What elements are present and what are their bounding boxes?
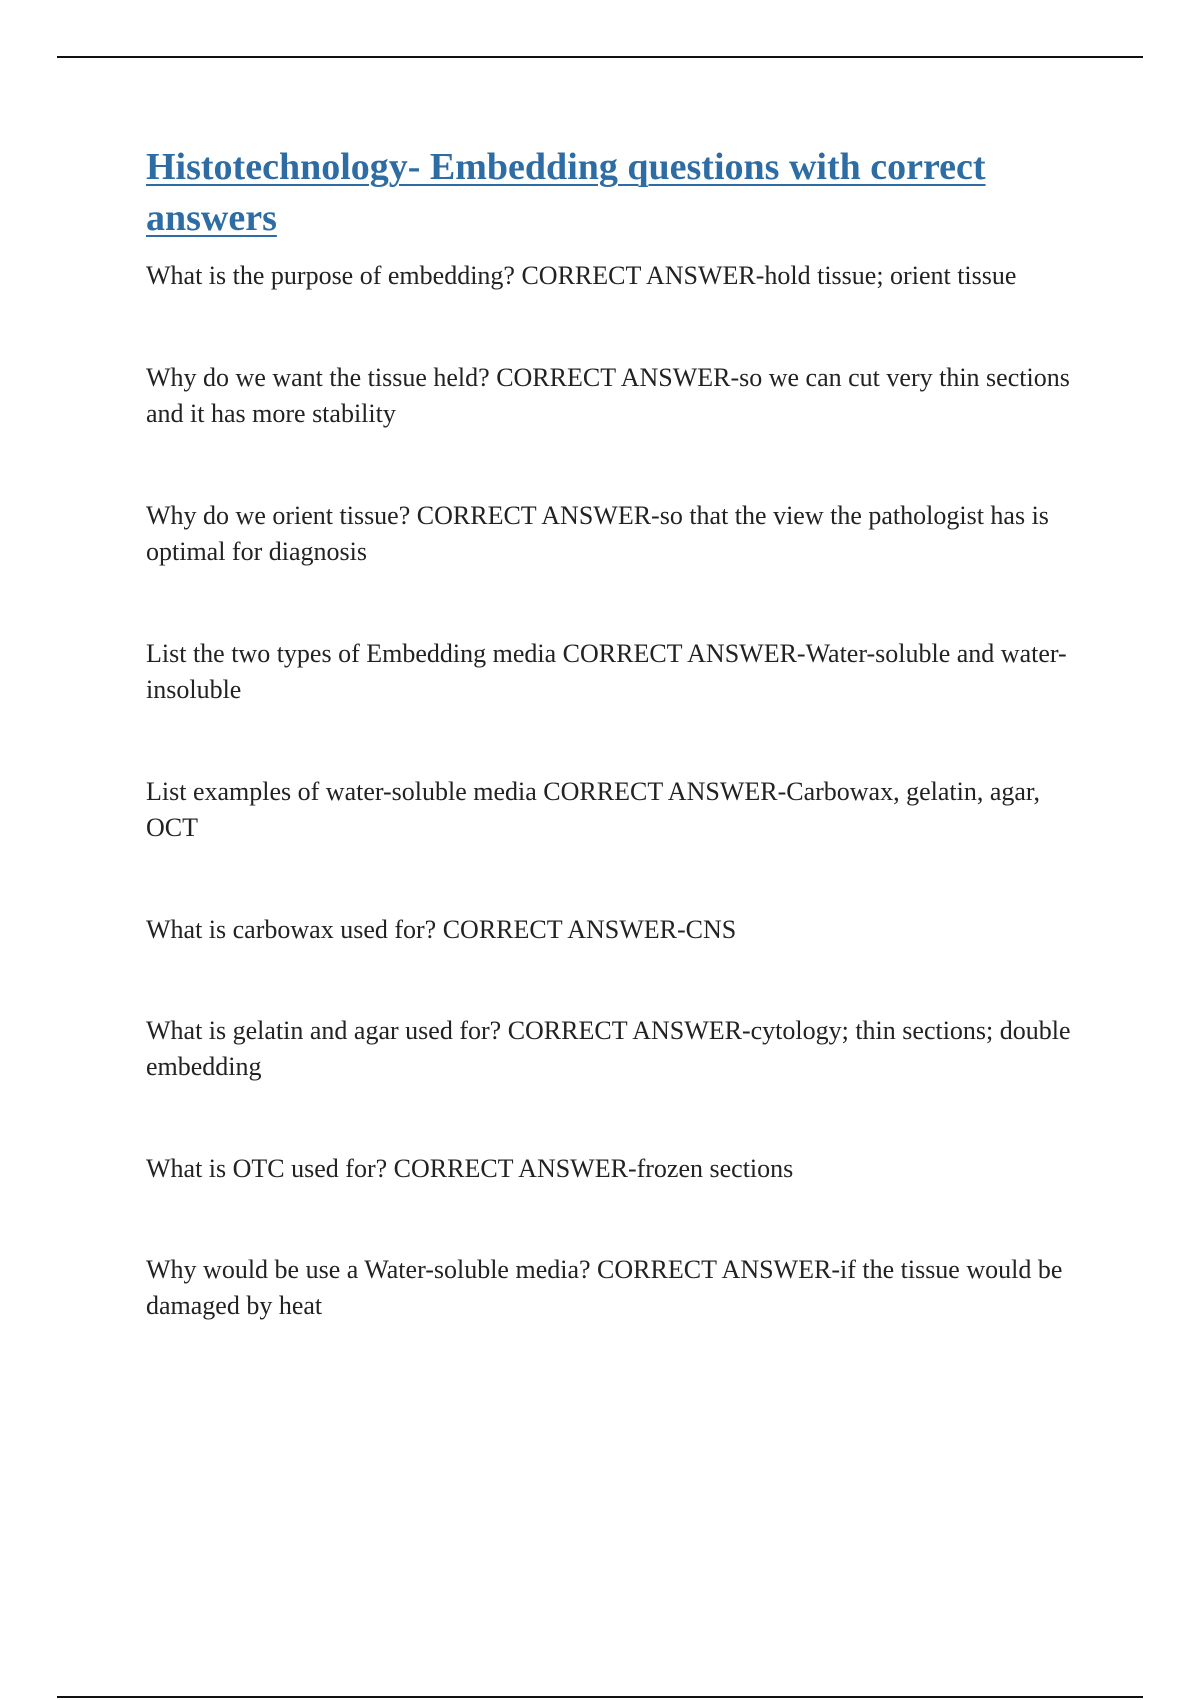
- qa-item: List the two types of Embedding media CORRECT ANSWER-Water-soluble and water-insoluble: [146, 639, 1067, 704]
- footer-rule: [57, 1696, 1143, 1698]
- header-rule: [57, 56, 1143, 58]
- qa-item: List examples of water-soluble media CORRECT ANSWER-Carbowax, gelatin, agar, OCT: [146, 777, 1041, 842]
- qa-item: What is the purpose of embedding? CORRECT ANSWER-hold tissue; orient tissue: [146, 261, 1017, 290]
- qa-item: What is OTC used for? CORRECT ANSWER-frozen sections: [146, 1154, 794, 1183]
- qa-item: Why would be use a Water-soluble media? CORRECT ANSWER-if the tissue would be damaged by heat: [146, 1255, 1063, 1320]
- qa-item: Why do we orient tissue? CORRECT ANSWER-so that the view the pathologist has is optimal for diagnosis: [146, 501, 1049, 566]
- document-title[interactable]: Histotechnology- Embedding questions with correct answers: [146, 146, 986, 239]
- page-content: [146, 142, 1086, 1390]
- qa-item: What is carbowax used for? CORRECT ANSWER-CNS: [146, 915, 737, 944]
- qa-list: [146, 258, 1086, 1324]
- qa-item: What is gelatin and agar used for? CORRECT ANSWER-cytology; thin sections; double embedding: [146, 1016, 1071, 1081]
- qa-item: Why do we want the tissue held? CORRECT ANSWER-so we can cut very thin sections and it has more stability: [146, 363, 1070, 428]
